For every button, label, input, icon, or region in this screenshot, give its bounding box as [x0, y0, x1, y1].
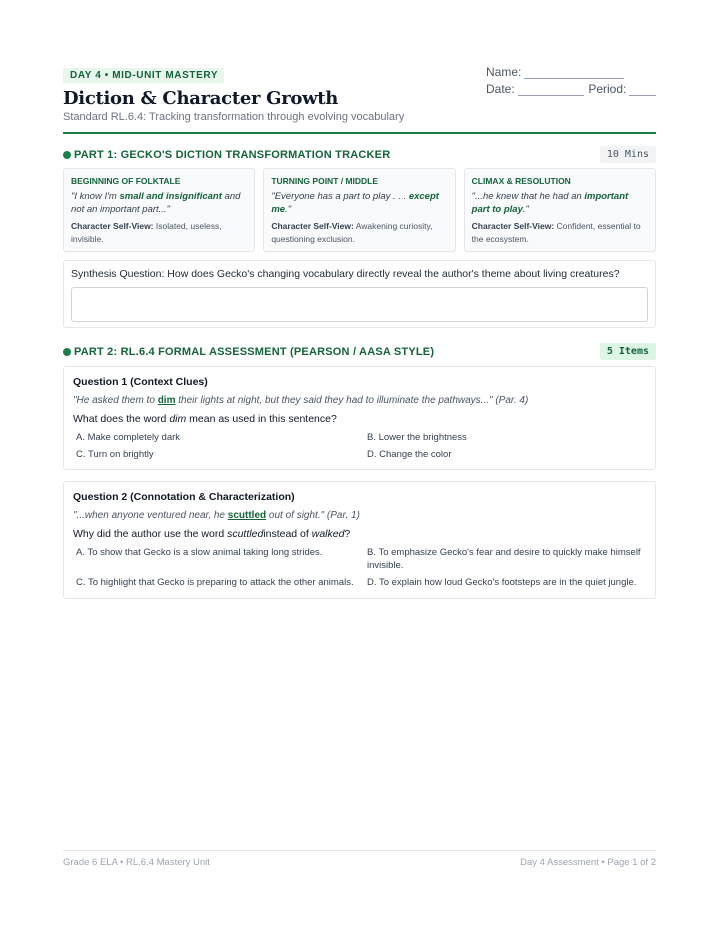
question-card-2	[63, 481, 656, 599]
card-heading: TURNING POINT / MIDDLE	[271, 176, 379, 186]
synthesis-question: Synthesis Question: How does Gecko's changing vocabulary directly reveal the author's theme about living creatures?	[71, 268, 620, 280]
answer-option-c[interactable]: C. Turn on brightly	[76, 449, 154, 460]
question-quote: "He asked them to dim their lights at night, but they said they had to illuminate the pathways..." (Par. 4)	[73, 395, 529, 406]
tracker-card-turning-point	[263, 168, 455, 252]
answer-option-a[interactable]: A. Make completely dark	[76, 432, 181, 443]
answer-option-b[interactable]: B. To emphasize Gecko's fear and desire to quickly make himself invisible.	[367, 547, 641, 571]
part2-title: PART 2: RL.6.4 FORMAL ASSESSMENT (PEARSON / AASA STYLE)	[74, 345, 435, 358]
student-info-block	[486, 62, 656, 96]
answer-option-a[interactable]: A. To show that Gecko is a slow animal taking long strides.	[76, 547, 323, 558]
answer-option-c[interactable]: C. To highlight that Gecko is preparing to attack the other animals.	[76, 577, 354, 588]
worksheet-page	[63, 0, 656, 932]
page-subtitle: Standard RL.6.4: Tracking transformation through evolving vocabulary	[63, 111, 405, 123]
name-line[interactable]	[524, 69, 624, 79]
items-pill: 5 Items	[600, 343, 656, 360]
card-self-view: Character Self-View: Awakening curiosity, questioning exclusion.	[271, 221, 433, 244]
period-line[interactable]	[629, 86, 656, 96]
synthesis-question-card	[63, 260, 656, 328]
part1-title: PART 1: GECKO'S DICTION TRANSFORMATION TRACKER	[74, 148, 391, 161]
card-heading: BEGINNING OF FOLKTALE	[71, 176, 181, 186]
part2-header	[63, 343, 656, 360]
footer-left: Grade 6 ELA • RL.6.4 Mastery Unit	[63, 857, 210, 868]
answer-option-d[interactable]: D. To explain how loud Gecko's footsteps are in the quiet jungle.	[367, 577, 637, 588]
synthesis-answer-box[interactable]	[71, 287, 648, 322]
time-pill: 10 Mins	[600, 146, 656, 163]
question-card-1	[63, 366, 656, 470]
card-quote: "Everyone has a part to play . . . except me."	[271, 191, 439, 215]
card-quote: "I know I'm small and insignificant and not an important part..."	[71, 191, 241, 215]
answer-option-d[interactable]: D. Change the color	[367, 449, 452, 460]
part1-header	[63, 146, 656, 163]
date-label: Date:	[486, 82, 515, 96]
answer-options	[73, 546, 646, 593]
answer-option-b[interactable]: B. Lower the brightness	[367, 432, 467, 443]
period-label: Period:	[588, 82, 627, 96]
footer-right: Day 4 Assessment • Page 1 of 2	[520, 857, 656, 868]
tracker-cards	[63, 168, 656, 252]
tracker-card-climax	[464, 168, 656, 252]
page-title: Diction & Character Growth	[63, 88, 339, 109]
answer-options	[73, 431, 646, 465]
name-row	[486, 62, 656, 79]
question-title: Question 1 (Context Clues)	[73, 376, 208, 388]
card-self-view: Character Self-View: Confident, essential to the ecosystem.	[471, 221, 641, 244]
card-heading: CLIMAX & RESOLUTION	[471, 176, 571, 186]
question-title: Question 2 (Connotation & Characterization)	[73, 491, 295, 503]
name-label: Name:	[486, 65, 522, 79]
header-divider	[63, 132, 656, 134]
bullet-dot-icon	[63, 151, 71, 159]
card-self-view: Character Self-View: Isolated, useless, invisible.	[71, 221, 222, 244]
question-stem: What does the word dim mean as used in this sentence?	[73, 413, 337, 425]
footer-divider	[63, 850, 656, 851]
question-stem: Why did the author use the word scuttledinstead of walked?	[73, 528, 351, 540]
page-footer	[63, 857, 656, 868]
bullet-dot-icon	[63, 348, 71, 356]
question-quote: "...when anyone ventured near, he scuttled out of sight." (Par. 1)	[73, 510, 360, 521]
date-row	[486, 79, 656, 96]
date-line[interactable]	[518, 86, 585, 96]
card-quote: "...he knew that he had an important part to play."	[471, 191, 629, 215]
day-badge: DAY 4 • MID-UNIT MASTERY	[63, 68, 224, 83]
tracker-card-beginning	[63, 168, 255, 252]
